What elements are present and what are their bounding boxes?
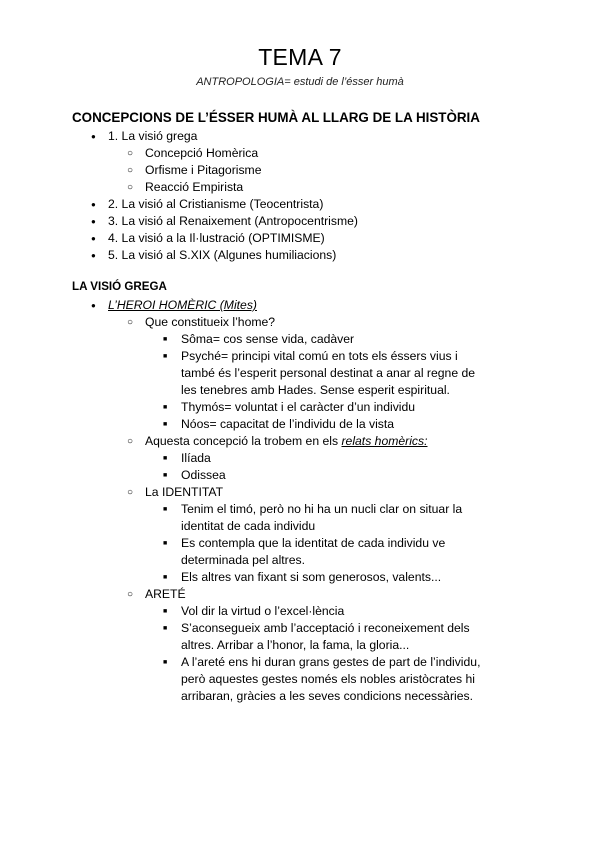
list-item: Reacció Empirista [145, 180, 244, 194]
list-item: Nóos= capacitat de l’individu de la vista [181, 417, 395, 431]
square-bullet-icon: ■ [163, 404, 168, 411]
circle-bullet-icon: ○ [127, 165, 134, 176]
circle-bullet-icon: ○ [127, 436, 134, 447]
list-item: Vol dir la virtud o l’excel·lència [181, 604, 345, 618]
list-item-line: A l’areté ens hi duran grans gestes de part de l’individu, [181, 655, 481, 669]
square-bullet-icon: ■ [163, 608, 168, 615]
list-item-line: altres. Arribar a l’honor, la fama, la gloria... [181, 638, 410, 652]
list-item: Thymós= voluntat i el caràcter d’un individu [181, 400, 416, 414]
list-item: 2. La visió al Cristianisme (Teocentrista) [108, 197, 324, 211]
square-bullet-icon: ■ [163, 353, 168, 360]
circle-bullet-icon: ○ [127, 589, 134, 600]
list-item-line: Tenim el timó, però no hi ha un nucli clar on situar la [181, 502, 463, 516]
square-bullet-icon: ■ [163, 421, 168, 428]
bullet-icon: ● [91, 251, 96, 260]
list-item: Sôma= cos sense vida, cadàver [181, 332, 355, 346]
list-item-line: les tenebres amb Hades. Sense esperit espiritual. [181, 383, 450, 397]
list-item: La IDENTITAT [145, 485, 224, 499]
page-subtitle: ANTROPOLOGIA= estudi de l’ésser humà [196, 76, 404, 88]
list-item: 1. La visió grega [108, 129, 198, 143]
list-item-line: Psyché= principi vital comú en tots els éssers vius i [181, 349, 458, 363]
list-item-line: però aquestes gestes només els nobles aristòcrates hi [181, 672, 476, 686]
list-item: Odissea [181, 468, 226, 482]
list-item: 4. La visió a la Il·lustració (OPTIMISME) [108, 231, 325, 245]
square-bullet-icon: ■ [163, 625, 168, 632]
list-item: 3. La visió al Renaixement (Antropocentrisme) [108, 214, 358, 228]
list-item: ARETÉ [145, 587, 186, 601]
square-bullet-icon: ■ [163, 336, 168, 343]
list-item: 5. La visió al S.XIX (Algunes humiliacions) [108, 248, 337, 262]
topic-homeric-hero: L’HEROI HOMÈRIC (Mites) [108, 298, 257, 312]
bullet-icon: ● [91, 301, 96, 310]
list-item: Orfisme i Pitagorisme [145, 163, 262, 177]
section-heading-greek-vision: LA VISIÓ GREGA [72, 280, 167, 293]
circle-bullet-icon: ○ [127, 487, 134, 498]
bullet-icon: ● [91, 132, 96, 141]
square-bullet-icon: ■ [163, 472, 168, 479]
list-item-line: arribaran, gràcies a les seves condicions necessàries. [181, 689, 473, 703]
list-item-line: Es contempla que la identitat de cada individu ve [181, 536, 446, 550]
circle-bullet-icon: ○ [127, 148, 134, 159]
bullet-icon: ● [91, 217, 96, 226]
list-item: Concepció Homèrica [145, 146, 259, 160]
circle-bullet-icon: ○ [127, 317, 134, 328]
list-item-line: també és l’esperit personal destinat a anar al regne de [181, 366, 476, 380]
bullet-icon: ● [91, 234, 96, 243]
page-title: TEMA 7 [258, 44, 342, 70]
list-item-line: identitat de cada individu [181, 519, 316, 533]
square-bullet-icon: ■ [163, 540, 168, 547]
conception-text: Aquesta concepció la trobem en els [145, 434, 342, 448]
bullet-icon: ● [91, 200, 96, 209]
list-item-line: determinada pel altres. [181, 553, 305, 567]
square-bullet-icon: ■ [163, 455, 168, 462]
list-item: Que constitueix l’home? [145, 315, 276, 329]
square-bullet-icon: ■ [163, 506, 168, 513]
square-bullet-icon: ■ [163, 659, 168, 666]
circle-bullet-icon: ○ [127, 182, 134, 193]
section-heading-conceptions: CONCEPCIONS DE L’ÉSSER HUMÀ AL LLARG DE LA HISTÒRIA [72, 110, 480, 125]
list-item [145, 433, 428, 450]
list-item: Els altres van fixant si som generosos, valents... [181, 570, 442, 584]
list-item: Ilíada [181, 451, 211, 465]
square-bullet-icon: ■ [163, 574, 168, 581]
homeric-tales-link: relats homèrics: [341, 434, 428, 448]
list-item-line: S’aconsegueix amb l’acceptació i reconeixement dels [181, 621, 470, 635]
